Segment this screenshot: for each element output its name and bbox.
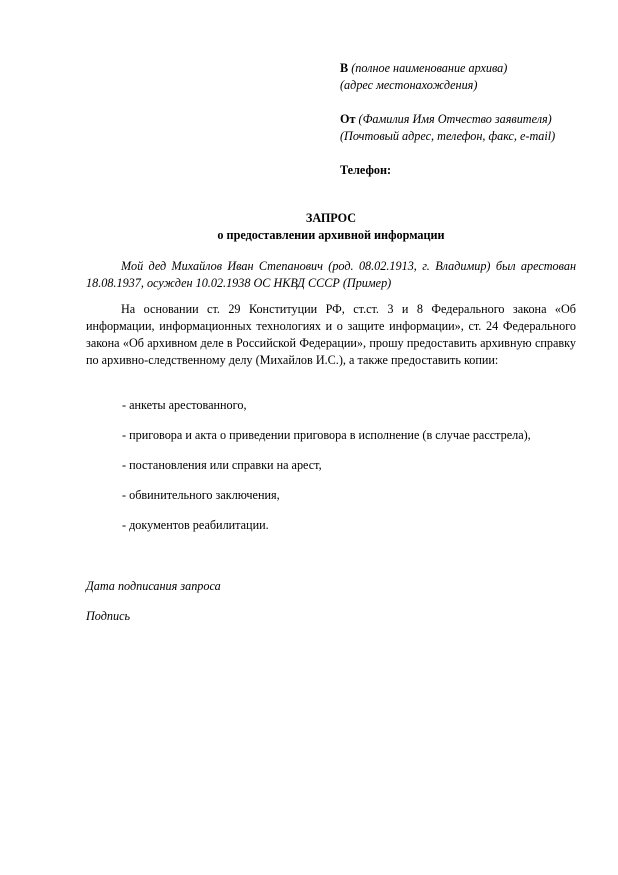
recipient-label: В (340, 61, 349, 75)
sender-label: От (340, 112, 356, 126)
phone-label: Телефон: (340, 163, 392, 177)
title-heading: ЗАПРОС (305, 211, 357, 225)
sender-line (340, 111, 610, 128)
sender-name: (Фамилия Имя Отчество заявителя) (355, 112, 552, 126)
background-paragraph: Мой дед Михайлов Иван Степанович (род. 08.02.1913, г. Владимир) был арестован 18.08.1937, осужден 10.02.1938 ОС НКВД СССР (Пример) (86, 259, 576, 290)
list-item: - анкеты арестованного, (122, 398, 247, 412)
signing-date-line: Дата подписания запроса (86, 579, 221, 593)
recipient-archive-name: (полное наименование архива) (348, 61, 508, 75)
recipient-address: (адрес местонахождения) (340, 78, 478, 92)
addressee-block (340, 60, 610, 179)
sender-contacts: (Почтовый адрес, телефон, факс, e-mail) (340, 129, 556, 143)
document-title (86, 210, 576, 244)
request-paragraph: На основании ст. 29 Конституции РФ, ст.ст. 3 и 8 Федерального закона «Об информации, информационных технологиях и о защите информации», ст. 24 Федерального закона «Об архивном деле в Российской Федерации», прошу предоставить архивную справку по архивно-следственному делу (Михайлов И.С.), а также предоставить копии: (86, 302, 576, 367)
title-subheading: о предоставлении архивной информации (217, 228, 445, 242)
list-item: - документов реабилитации. (122, 518, 269, 532)
requested-copies-list (122, 397, 582, 547)
list-item: - обвинительного заключения, (122, 488, 280, 502)
signature-line: Подпись (86, 609, 131, 623)
list-item: - постановления или справки на арест, (122, 458, 322, 472)
recipient-line (340, 60, 610, 77)
list-item: - приговора и акта о приведении приговора в исполнение (в случае расстрела), (122, 428, 531, 442)
